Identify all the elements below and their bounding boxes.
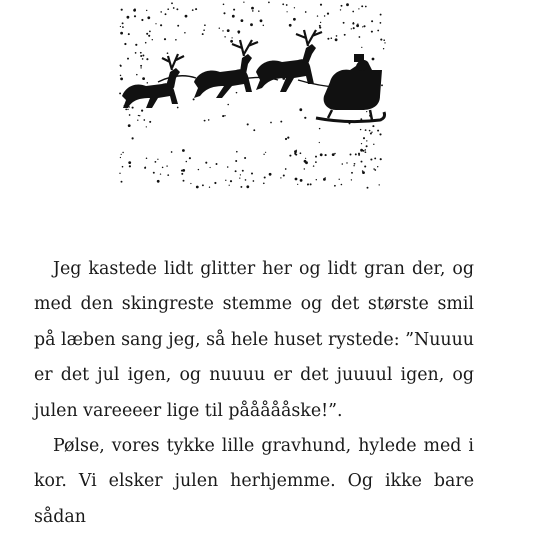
star-dot [313,165,314,166]
star-dot [383,48,384,49]
star-dot [128,33,130,35]
star-dot [377,166,378,167]
star-dot [374,157,376,159]
star-dot [138,115,139,116]
star-dot [134,15,136,17]
star-dot [120,75,122,77]
star-dot [146,158,148,160]
star-dot [143,119,145,121]
star-dot [128,124,131,127]
star-dot [122,152,123,153]
star-dot [227,104,229,106]
star-dot [246,185,249,188]
star-dot [160,24,162,26]
star-dot [128,161,131,164]
star-dot [136,74,138,76]
star-dot [317,15,318,16]
star-dot [205,162,207,164]
star-dot [202,184,204,186]
star-dot [185,15,188,18]
star-dot [270,122,272,124]
star-dot [134,8,136,10]
star-dot [362,171,365,174]
star-dot [289,155,291,157]
star-dot [141,110,143,112]
star-dot [371,20,373,22]
star-dot [335,38,338,41]
star-dot [208,119,210,121]
reindeer-3-silhouette [256,30,322,92]
star-dot [351,28,352,29]
star-dot [146,33,148,35]
star-dot [351,179,352,180]
star-dot [293,18,296,21]
star-dot [135,44,137,46]
star-dot [263,25,264,26]
star-dot [297,184,298,185]
star-dot [332,153,335,156]
star-dot [192,9,194,11]
star-dot [316,179,317,180]
star-dot [245,179,247,181]
star-dot [186,161,188,163]
star-dot [165,13,167,15]
star-dot [372,58,375,61]
star-dot [327,13,329,15]
star-dot [149,121,151,123]
star-dot [223,12,225,14]
star-dot [225,180,226,181]
star-dot [319,27,321,29]
star-dot [366,111,367,112]
star-dot [324,15,325,16]
star-dot [232,15,235,18]
star-dot [157,159,158,160]
star-dot [141,19,143,21]
star-dot [140,55,142,57]
star-dot [244,157,246,159]
star-dot [339,179,340,180]
star-dot [260,19,263,22]
star-dot [237,30,240,33]
star-dot [361,161,363,163]
star-dot [120,26,121,27]
star-dot [171,2,173,4]
star-dot [189,157,191,159]
star-dot [320,4,322,6]
star-dot [204,120,206,122]
star-dot [122,26,124,28]
star-dot [164,38,166,40]
sleigh-santa-silhouette [316,54,385,122]
reindeer-1-silhouette [122,54,184,108]
star-dot [307,183,309,185]
star-dot [167,52,169,54]
star-dot [127,109,128,110]
star-dot [354,163,356,165]
star-dot [167,8,169,10]
star-dot [299,108,302,111]
star-dot [145,166,147,168]
star-dot [361,5,363,7]
star-dot [346,3,349,6]
star-dot [227,29,230,32]
star-dot [334,153,336,155]
star-dot [229,185,230,186]
star-dot [124,43,126,45]
star-dot [210,167,211,168]
star-dot [183,180,185,182]
star-dot [236,92,238,94]
star-dot [148,35,150,37]
star-dot [235,170,237,172]
star-dot [177,25,179,27]
star-dot [127,16,130,19]
star-dot [251,172,253,174]
star-dot [202,33,204,35]
star-dot [175,39,177,41]
star-dot [160,173,161,174]
star-dot [219,27,220,28]
star-dot [358,153,360,155]
star-dot [247,123,249,125]
star-dot [140,67,141,68]
star-dot [363,25,365,27]
star-dot [142,58,144,60]
star-dot [370,132,372,134]
star-dot [370,158,372,160]
star-dot [287,137,289,139]
star-dot [295,178,298,181]
star-dot [350,154,352,156]
star-dot [265,152,266,153]
star-dot [366,140,367,141]
star-dot [162,167,164,169]
star-dot [360,149,363,152]
star-dot [351,172,353,174]
star-dot [263,154,264,155]
star-dot [304,168,305,169]
star-dot [235,160,237,162]
star-dot [380,14,382,16]
star-dot [140,65,142,67]
star-dot [360,129,361,130]
star-dot [319,128,320,129]
star-dot [182,149,185,152]
star-dot [364,165,366,167]
star-dot [241,19,244,22]
star-dot [373,168,375,170]
star-dot [355,153,357,155]
star-dot [224,36,225,37]
star-dot [157,180,160,183]
star-dot [184,32,186,34]
star-dot [120,157,121,158]
star-dot [315,161,317,163]
star-dot [323,178,326,181]
story-paragraph: Jeg kastede lidt glitter her og lidt gran der, og med den skingreste stemme og det største smil på læben sang jeg, så hele huset rystede: ”Nuuuu er det jul igen, og nuuuu er det juuuul igen, og julen vareeeer lige til påååååske!”. [34,259,475,421]
star-dot [359,36,361,38]
star-dot [119,92,121,94]
star-dot [280,121,282,123]
star-dot [160,11,162,13]
star-dot [365,151,367,153]
star-dot [227,166,229,168]
star-dot [223,3,225,5]
star-dot [319,25,321,27]
star-dot [346,162,347,163]
star-dot [361,47,362,48]
star-dot [195,8,197,10]
star-dot [365,6,367,8]
star-dot [250,23,253,26]
star-dot [127,58,129,60]
star-dot [209,187,210,188]
star-dot [190,183,191,184]
star-dot [204,24,206,26]
star-dot [320,153,323,156]
story-paragraph: Pølse, vores tykke lille gravhund, hylede med i kor. Vi elsker julen herhjemme. Og ikke bare sådan [34,436,474,527]
star-dot [360,118,362,120]
star-dot [334,185,336,187]
star-dot [240,186,242,188]
star-dot [145,42,147,44]
star-dot [327,38,329,40]
star-dot [251,7,254,10]
star-dot [203,29,205,31]
star-dot [222,115,224,117]
star-dot [120,64,122,66]
star-dot [367,187,369,189]
star-dot [305,11,307,13]
star-dot [381,84,383,86]
star-dot [121,181,123,183]
star-dot [216,163,218,165]
star-dot [336,35,338,37]
star-dot [135,52,137,54]
star-dot [341,184,343,186]
star-dot [344,34,346,36]
star-dot [296,150,297,151]
star-dot [167,174,169,176]
star-dot [224,115,225,116]
star-dot [286,11,287,12]
star-dot [294,7,295,8]
star-dot [325,154,327,156]
star-dot [253,129,255,131]
star-dot [121,9,123,11]
star-dot [146,126,147,127]
star-dot [341,5,343,7]
star-dot [331,37,333,39]
star-dot [380,158,382,160]
star-dot [363,137,365,139]
star-dot [352,11,354,13]
star-dot [142,55,144,57]
star-dot [295,154,297,156]
star-dot [264,176,266,178]
star-dot [155,23,156,24]
star-dot [289,24,292,27]
star-dot [222,30,223,31]
star-dot [120,32,123,35]
santa-sleigh-illustration [118,0,390,190]
star-dot [304,160,307,163]
star-dot [310,183,312,185]
star-dot [243,2,244,3]
star-dot [379,184,380,185]
star-dot [343,22,345,24]
star-dot [384,42,385,43]
star-dot [300,179,303,182]
star-dot [319,142,320,143]
star-dot [286,4,288,6]
star-dot [231,37,232,38]
star-dot [365,149,367,151]
star-dot [253,180,255,182]
star-dot [305,158,306,159]
star-dot [366,145,368,147]
star-dot [153,172,155,174]
star-dot [122,166,124,168]
star-dot [119,173,120,174]
star-dot [252,10,254,12]
star-dot [146,10,147,11]
star-dot [149,31,151,33]
star-dot [120,78,123,81]
star-dot [304,117,306,119]
star-dot [379,133,381,135]
star-dot [362,26,363,27]
star-dot [173,7,175,9]
star-dot [342,163,344,165]
star-dot [193,98,195,100]
star-dot [258,10,260,12]
star-dot [240,174,241,175]
star-dot [236,151,238,153]
star-dot [383,39,385,41]
star-dot [154,161,156,163]
star-dot [129,165,131,167]
star-dot [320,22,321,23]
star-dot [139,115,140,116]
star-dot [214,182,216,184]
star-dot [371,31,373,33]
star-dot [283,174,285,176]
star-dot [230,180,232,182]
star-dot [369,130,371,132]
star-dot [353,165,354,166]
star-dot [198,169,199,170]
star-dot [233,9,235,11]
star-dot [356,24,359,27]
star-dot [268,2,270,4]
star-dot [239,177,240,178]
star-dot [380,22,382,24]
star-dot [176,8,178,10]
star-dot [361,143,362,144]
star-dot [365,129,367,131]
star-dot [166,165,167,166]
star-dot [147,16,150,19]
star-dot [146,58,148,60]
star-dot [300,152,302,154]
star-dot [340,9,341,10]
star-dot [152,39,153,40]
star-dot [137,120,138,121]
star-dot [171,151,173,153]
star-dot [269,173,272,176]
star-dot [358,8,359,9]
star-dot [230,40,233,43]
star-dot [377,30,379,32]
star-dot [147,82,148,83]
star-dot [182,169,185,172]
star-dot [140,52,142,54]
star-dot [121,154,122,155]
star-dot [196,186,199,189]
star-dot [181,173,183,175]
star-dot [263,182,265,184]
star-dot [129,114,131,116]
star-dot [352,23,354,25]
star-dot [125,108,127,110]
star-dot [142,77,145,80]
star-dot [285,138,287,140]
star-dot [282,3,284,5]
star-dot [377,130,379,132]
star-dot [285,168,287,170]
star-dot [132,137,134,139]
star-dot [373,144,374,145]
star-dot [177,107,179,109]
star-dot [380,39,382,41]
star-dot [353,27,355,29]
story-body-text [34,252,474,535]
star-dot [372,125,374,127]
reindeer-2-silhouette [194,40,258,98]
star-dot [280,177,281,178]
star-dot [132,107,134,109]
star-dot [122,22,124,24]
star-dot [242,170,244,172]
star-dot [315,156,317,158]
star-dot [371,132,372,133]
